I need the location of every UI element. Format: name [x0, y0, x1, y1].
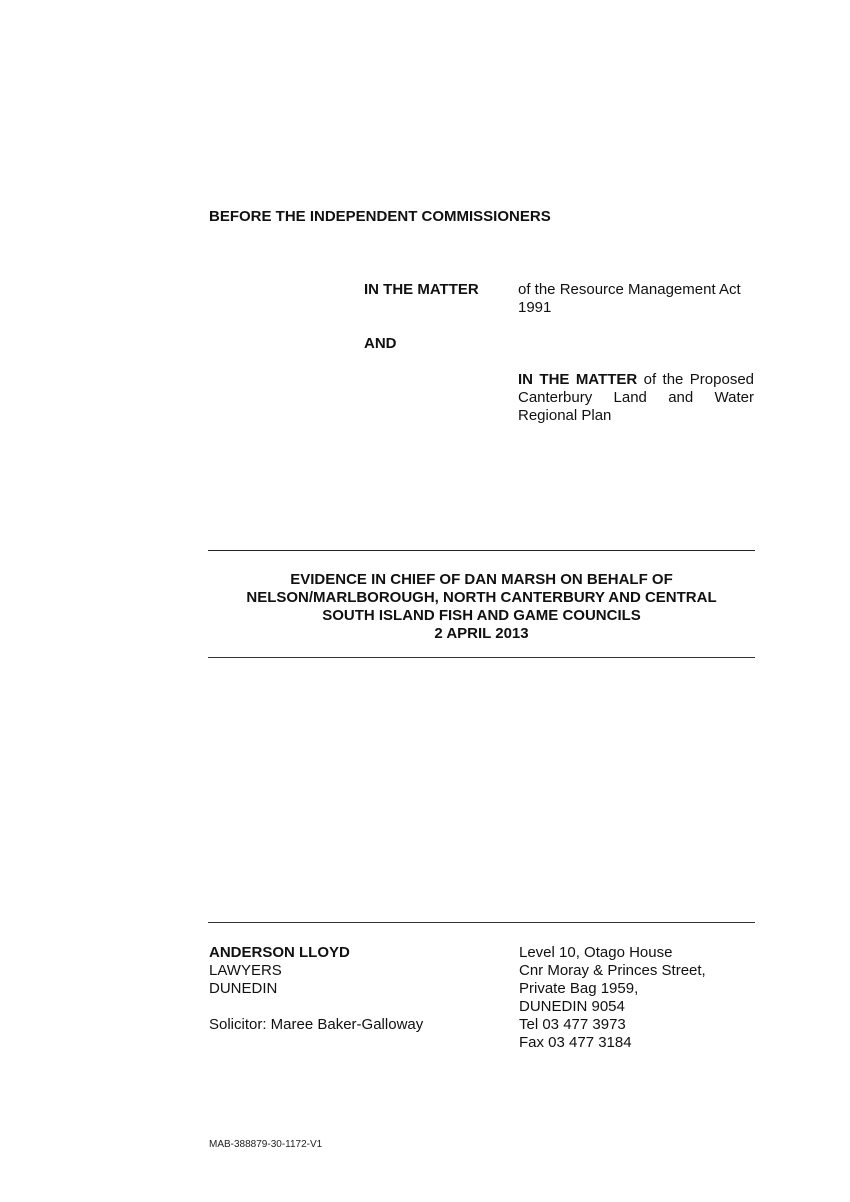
- phone-line: Tel 03 477 3973: [519, 1016, 626, 1033]
- address-line: Private Bag 1959,: [519, 980, 639, 997]
- title-line-2: NELSON/MARLBOROUGH, NORTH CANTERBURY AND CENTRAL: [246, 589, 717, 606]
- matter-1-text-line-1: of the Resource Management Act: [518, 281, 741, 298]
- matter-2-paragraph: [518, 371, 754, 425]
- fax-line: Fax 03 477 3184: [519, 1034, 632, 1051]
- title-line-3: SOUTH ISLAND FISH AND GAME COUNCILS: [322, 607, 641, 624]
- matter-2-text: of the Proposed Canterbury Land and Water Regional Plan: [518, 371, 755, 424]
- matter-1-text: [518, 281, 754, 317]
- address-line: Cnr Moray & Princes Street,: [519, 962, 706, 979]
- document-title: [208, 571, 755, 643]
- and-label: AND: [364, 335, 397, 352]
- matter-1-label: IN THE MATTER: [364, 281, 479, 298]
- firm-type: LAWYERS: [209, 962, 282, 979]
- title-bottom-rule: [208, 657, 755, 658]
- address-line: Level 10, Otago House: [519, 944, 673, 961]
- court-heading: BEFORE THE INDEPENDENT COMMISSIONERS: [209, 208, 551, 225]
- firm-name: ANDERSON LLOYD: [209, 944, 350, 961]
- matter-2-label: IN THE MATTER: [518, 371, 638, 388]
- firm-city: DUNEDIN: [209, 980, 278, 997]
- matter-1-text-line-2: 1991: [518, 299, 552, 316]
- title-top-rule: [208, 550, 755, 551]
- title-date: 2 APRIL 2013: [434, 625, 529, 642]
- solicitor-line: Solicitor: Maree Baker-Galloway: [209, 1016, 424, 1033]
- address-line: DUNEDIN 9054: [519, 998, 625, 1015]
- document-reference: MAB-388879-30-1172-V1: [209, 1139, 323, 1150]
- title-line-1: EVIDENCE IN CHIEF OF DAN MARSH ON BEHALF OF: [290, 571, 673, 588]
- address-block: [519, 944, 759, 1052]
- footer-top-rule: [208, 922, 755, 923]
- firm-block: [209, 944, 489, 1034]
